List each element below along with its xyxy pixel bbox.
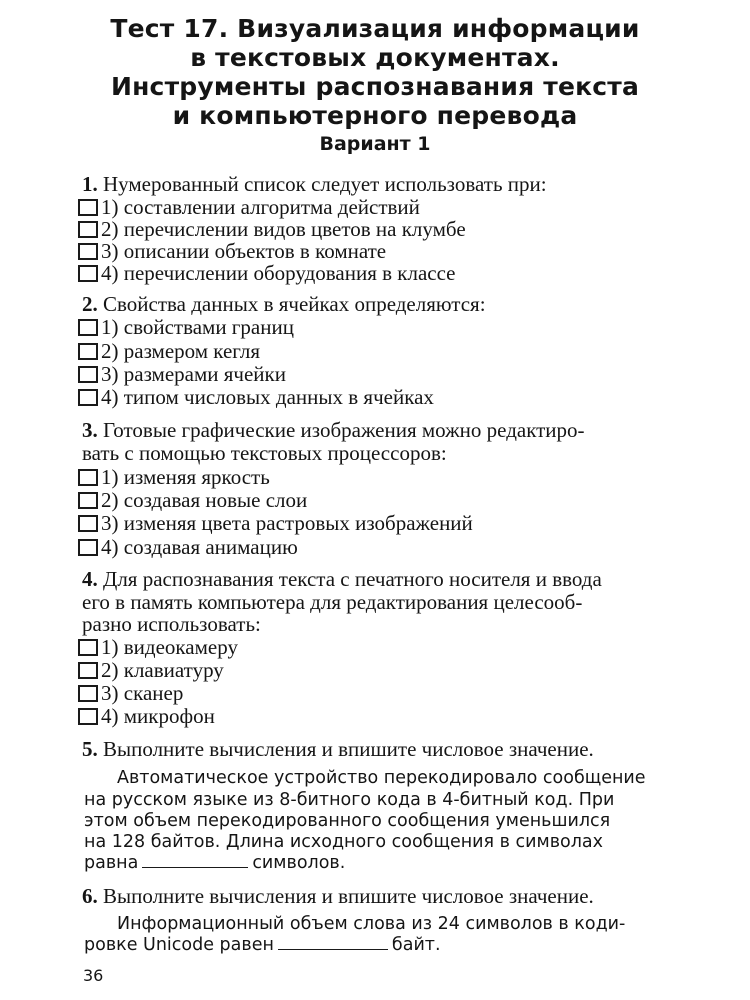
question-6 — [82, 884, 594, 909]
title-line: и компьютерного перевода — [172, 101, 578, 130]
option-label: 1) изменяя яркость — [101, 465, 270, 489]
question-number: 2. — [82, 292, 98, 316]
question-2 — [82, 292, 486, 317]
option-label: 4) типом числовых данных в ячейках — [101, 385, 434, 409]
question-text: Выполните вычисления и впишите числовое значение. — [103, 884, 594, 908]
q4-option-1[interactable] — [78, 635, 238, 660]
question-text: Готовые графические изображения можно редактиро- — [103, 418, 585, 442]
option-label: 4) перечислении оборудования в классе — [101, 261, 456, 285]
title-line: Тест 17. Визуализация информации — [110, 14, 640, 43]
answer-suffix: символов. — [252, 853, 346, 873]
checkbox[interactable] — [78, 662, 98, 679]
question-4 — [82, 567, 602, 592]
checkbox[interactable] — [78, 685, 98, 702]
checkbox[interactable] — [78, 265, 98, 282]
q4-option-4[interactable] — [78, 704, 215, 729]
question-number: 4. — [82, 567, 98, 591]
option-label: 2) создавая новые слои — [101, 488, 308, 512]
checkbox[interactable] — [78, 199, 98, 216]
checkbox[interactable] — [78, 389, 98, 406]
question-number: 5. — [82, 737, 98, 761]
checkbox[interactable] — [78, 708, 98, 725]
option-label: 3) описании объектов в комнате — [101, 239, 387, 263]
question-text: Нумерованный список следует использовать при: — [103, 172, 547, 196]
checkbox[interactable] — [78, 539, 98, 556]
q5-body-line: на 128 байтов. Длина исходного сообщения в символах — [84, 832, 603, 852]
checkbox[interactable] — [78, 469, 98, 486]
q5-body-line: Автоматическое устройство перекодировало сообщение — [117, 768, 646, 788]
q5-body-line: на русском языке из 8-битного кода в 4-битный код. При — [84, 790, 615, 810]
option-label: 1) видеокамеру — [101, 635, 238, 659]
q4-option-2[interactable] — [78, 658, 224, 683]
option-label: 2) перечислении видов цветов на клумбе — [101, 217, 466, 241]
checkbox[interactable] — [78, 366, 98, 383]
question-text: Свойства данных в ячейках определяются: — [103, 292, 486, 316]
checkbox[interactable] — [78, 243, 98, 260]
checkbox[interactable] — [78, 515, 98, 532]
q3-option-3[interactable] — [78, 511, 473, 536]
test-title — [40, 14, 710, 130]
question-text: Для распознавания текста с печатного носителя и ввода — [103, 567, 602, 591]
question-3-continued: вать с помощью текстовых процессоров: — [82, 441, 447, 465]
question-number: 6. — [82, 884, 98, 908]
question-number: 1. — [82, 172, 98, 196]
q5-body-line: этом объем перекодированного сообщения уменьшился — [84, 811, 611, 831]
checkbox[interactable] — [78, 492, 98, 509]
question-1 — [82, 172, 547, 197]
option-label: 1) свойствами границ — [101, 315, 294, 339]
answer-prefix: ровке Unicode равен — [84, 935, 274, 955]
q2-option-1[interactable] — [78, 315, 294, 340]
q2-option-2[interactable] — [78, 339, 260, 364]
checkbox[interactable] — [78, 221, 98, 238]
option-label: 2) клавиатуру — [101, 658, 224, 682]
checkbox[interactable] — [78, 639, 98, 656]
q6-answer-line — [84, 935, 441, 955]
question-4-continued: его в память компьютера для редактирования целесооб- — [82, 590, 583, 614]
answer-blank[interactable] — [142, 853, 248, 868]
q3-option-1[interactable] — [78, 465, 270, 490]
q4-option-3[interactable] — [78, 681, 183, 706]
option-label: 3) изменяя цвета растровых изображений — [101, 511, 473, 535]
q3-option-4[interactable] — [78, 535, 298, 560]
q3-option-2[interactable] — [78, 488, 307, 513]
question-4-continued: разно использовать: — [82, 612, 261, 636]
checkbox[interactable] — [78, 319, 98, 336]
q6-body-line: Информационный объем слова из 24 символов в коди- — [117, 914, 626, 934]
option-label: 1) составлении алгоритма действий — [101, 195, 420, 219]
title-line: в текстовых документах. — [190, 43, 560, 72]
question-5 — [82, 737, 594, 762]
question-number: 3. — [82, 418, 98, 442]
q2-option-4[interactable] — [78, 385, 434, 410]
answer-suffix: байт. — [391, 935, 441, 955]
question-text: Выполните вычисления и впишите числовое значение. — [103, 737, 594, 761]
answer-blank[interactable] — [278, 935, 388, 950]
page-number: 36 — [83, 966, 104, 985]
option-label: 4) микрофон — [101, 704, 215, 728]
variant-heading: Вариант 1 — [319, 133, 431, 155]
checkbox[interactable] — [78, 343, 98, 360]
option-label: 3) размерами ячейки — [101, 362, 286, 386]
answer-prefix: равна — [84, 853, 139, 873]
option-label: 2) размером кегля — [101, 339, 260, 363]
question-3 — [82, 418, 585, 443]
option-label: 4) создавая анимацию — [101, 535, 298, 559]
option-label: 3) сканер — [101, 681, 184, 705]
title-line: Инструменты распознавания текста — [110, 72, 640, 101]
q1-option-4[interactable] — [78, 261, 456, 286]
q5-answer-line — [84, 853, 345, 873]
q2-option-3[interactable] — [78, 362, 286, 387]
